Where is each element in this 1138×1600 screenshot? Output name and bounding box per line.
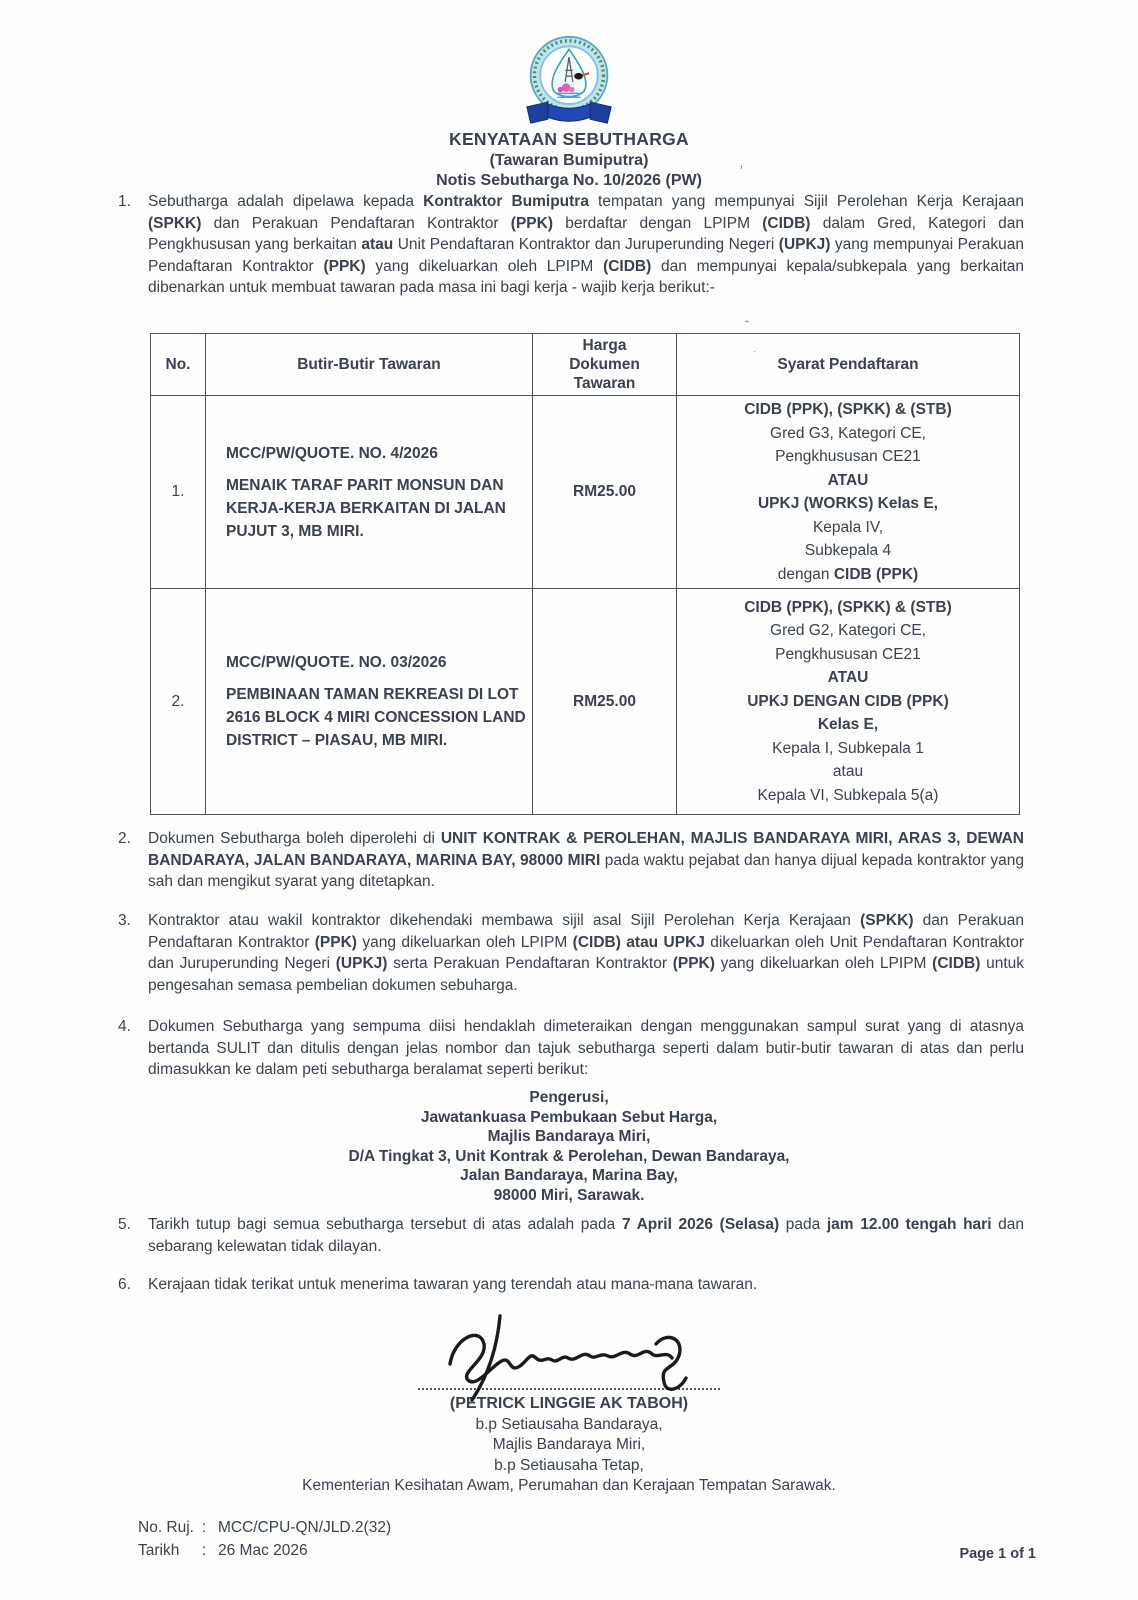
scan-artifact: ˋ xyxy=(753,350,757,362)
majlis-bandaraya-miri-crest-logo xyxy=(519,34,619,126)
column-header-syarat: Syarat Pendaftaran xyxy=(677,334,1020,396)
row-1-no: 1. xyxy=(151,396,206,589)
paragraph-4-text: Dokumen Sebutharga yang sempuma diisi hendaklah dimeteraikan dengan menggunakan sampul surat yang di atasnya bertanda SULIT dan ditulis dengan jelas nombor dan tajuk sebutharga seperti dalam butir-butir tawaran di atas dan perlu dimasukkan ke dalam peti sebutharga beralamat seperti berikut: xyxy=(148,1018,1024,1078)
paragraph-2-text: Dokumen Sebutharga boleh diperolehi di UNIT KONTRAK & PEROLEHAN, MAJLIS BANDARAYA MIRI, ARAS 3, DEWAN BANDARAYA, JALAN BANDARAYA, MARINA BAY, 98000 MIRI pada waktu pejabat dan hanya dijual kepada kontraktor yang sah dan mengikut syarat yang ditetapkan. xyxy=(148,830,1024,890)
scan-artifact: ʼ xyxy=(740,163,743,178)
row-2-no: 2. xyxy=(151,589,206,815)
reference-footer xyxy=(138,1516,391,1562)
paragraph-5-text: Tarikh tutup bagi semua sebutharga tersebut di atas adalah pada 7 April 2026 (Selasa) pada jam 12.00 tengah hari dan sebarang kelewatan tidak dilayan. xyxy=(148,1216,1025,1255)
document-header xyxy=(0,34,1138,190)
handwritten-signature xyxy=(434,1308,704,1404)
notice-number: Notis Sebutharga No. 10/2026 (PW) xyxy=(436,172,702,189)
paragraph-4-number: 4. xyxy=(118,1018,131,1035)
date-row xyxy=(138,1539,391,1562)
quotation-table xyxy=(150,333,1020,815)
paragraph-3 xyxy=(118,910,1024,996)
table-row-2 xyxy=(151,589,1020,815)
ref-colon: : xyxy=(202,1519,207,1536)
paragraph-5 xyxy=(118,1214,1024,1257)
signature-block xyxy=(0,1308,1138,1497)
row-2-butir: MCC/PW/QUOTE. NO. 03/2026 PEMBINAAN TAMAN REKREASI DI LOT 2616 BLOCK 4 MIRI CONCESSION LAND DISTRICT – PIASAU, MB MIRI. xyxy=(206,589,533,815)
paragraph-5-number: 5. xyxy=(118,1216,131,1233)
table-row-1 xyxy=(151,396,1020,589)
document-title: KENYATAAN SEBUTHARGA xyxy=(449,129,689,149)
signatory-titles: b.p Setiausaha Bandaraya, Majlis Bandaraya Miri, b.p Setiausaha Tetap, Kementerian Kesihatan Awam, Perumahan dan Kerajaan Tempatan Sarawak. xyxy=(302,1415,836,1494)
ref-value: MCC/CPU-QN/JLD.2(32) xyxy=(218,1519,392,1536)
paragraph-1-text: Sebutharga adalah dipelawa kepada Kontraktor Bumiputra tempatan yang mempunyai Sijil Perolehan Kerja Kerajaan (SPKK) dan Perakuan Pendaftaran Kontraktor (PPK) berdaftar dengan LPIPM (CIDB) dalam Gred, Kategori dan Pengkhususan yang berkaitan atau Unit Pendaftaran Kontraktor dan Juruperunding Negeri (UPKJ) yang mempunyai Perakuan Pendaftaran Kontraktor (PPK) yang dikeluarkan oleh LPIPM (CIDB) dan mempunyai kepala/subkepala yang berkaitan dibenarkan untuk membuat tawaran pada masa ini bagi kerja - wajib kerja berikut:- xyxy=(148,193,1025,296)
date-colon: : xyxy=(202,1542,207,1559)
paragraph-6-number: 6. xyxy=(118,1276,131,1293)
date-value: 26 Mac 2026 xyxy=(218,1542,308,1559)
column-header-harga: Harga Dokumen Tawaran xyxy=(533,334,677,396)
scan-artifact: ˆ xyxy=(742,317,750,334)
table-header-row xyxy=(151,334,1020,396)
tender-box-address: Pengerusi, Jawatankuasa Pembukaan Sebut Harga, Majlis Bandaraya Miri, D/A Tingkat 3, Unit Kontrak & Perolehan, Dewan Bandaraya, Jalan Bandaraya, Marina Bay, 98000 Miri, Sarawak. xyxy=(348,1089,790,1204)
document-subtitle: (Tawaran Bumiputra) xyxy=(489,152,649,169)
paragraph-1-number: 1. xyxy=(118,193,131,210)
page-number: Page 1 of 1 xyxy=(959,1546,1036,1562)
paragraph-1 xyxy=(118,191,1024,299)
paragraph-2 xyxy=(118,828,1024,893)
date-label: Tarikh xyxy=(138,1542,180,1559)
signatory-name: (PETRICK LINGGIE AK TABOH) xyxy=(449,1395,689,1412)
row-2-syarat: CIDB (PPK), (SPKK) & (STB) Gred G2, Kategori CE, Pengkhususan CE21 ATAU UPKJ DENGAN CIDB (PPK) Kelas E, Kepala I, Subkepala 1 atau Kepala VI, Subkepala 5(a) xyxy=(677,589,1020,815)
reference-number-row xyxy=(138,1516,391,1539)
row-2-harga: RM25.00 xyxy=(533,589,677,815)
row-1-harga: RM25.00 xyxy=(533,396,677,589)
paragraph-6 xyxy=(118,1274,1024,1296)
paragraph-4 xyxy=(118,1016,1024,1081)
paragraph-3-text: Kontraktor atau wakil kontraktor dikehendaki membawa sijil asal Sijil Perolehan Kerja Kerajaan (SPKK) dan Perakuan Pendaftaran Kontraktor (PPK) yang dikeluarkan oleh LPIPM (CIDB) atau UPKJ dikeluarkan oleh Unit Pendaftaran Kontraktor dan Juruperunding Negeri (UPKJ) serta Perakuan Pendaftaran Kontraktor (PPK) yang dikeluarkan oleh LPIPM (CIDB) untuk pengesahan semasa pembelian dokumen sebuharga. xyxy=(148,912,1025,994)
paragraph-3-number: 3. xyxy=(118,912,131,929)
row-1-syarat: CIDB (PPK), (SPKK) & (STB) Gred G3, Kategori CE, Pengkhususan CE21 ATAU UPKJ (WORKS) Kelas E, Kepala IV, Subkepala 4 dengan CIDB (PPK) xyxy=(677,396,1020,589)
row-1-butir: MCC/PW/QUOTE. NO. 4/2026 MENAIK TARAF PARIT MONSUN DAN KERJA-KERJA BERKAITAN DI JALAN PUJUT 3, MB MIRI. xyxy=(206,396,533,589)
ref-label: No. Ruj. xyxy=(138,1519,194,1536)
paragraph-2-number: 2. xyxy=(118,830,131,847)
paragraph-6-text: Kerajaan tidak terikat untuk menerima tawaran yang terendah atau mana-mana tawaran. xyxy=(148,1276,758,1293)
column-header-butir: Butir-Butir Tawaran xyxy=(206,334,533,396)
column-header-no: No. xyxy=(151,334,206,396)
